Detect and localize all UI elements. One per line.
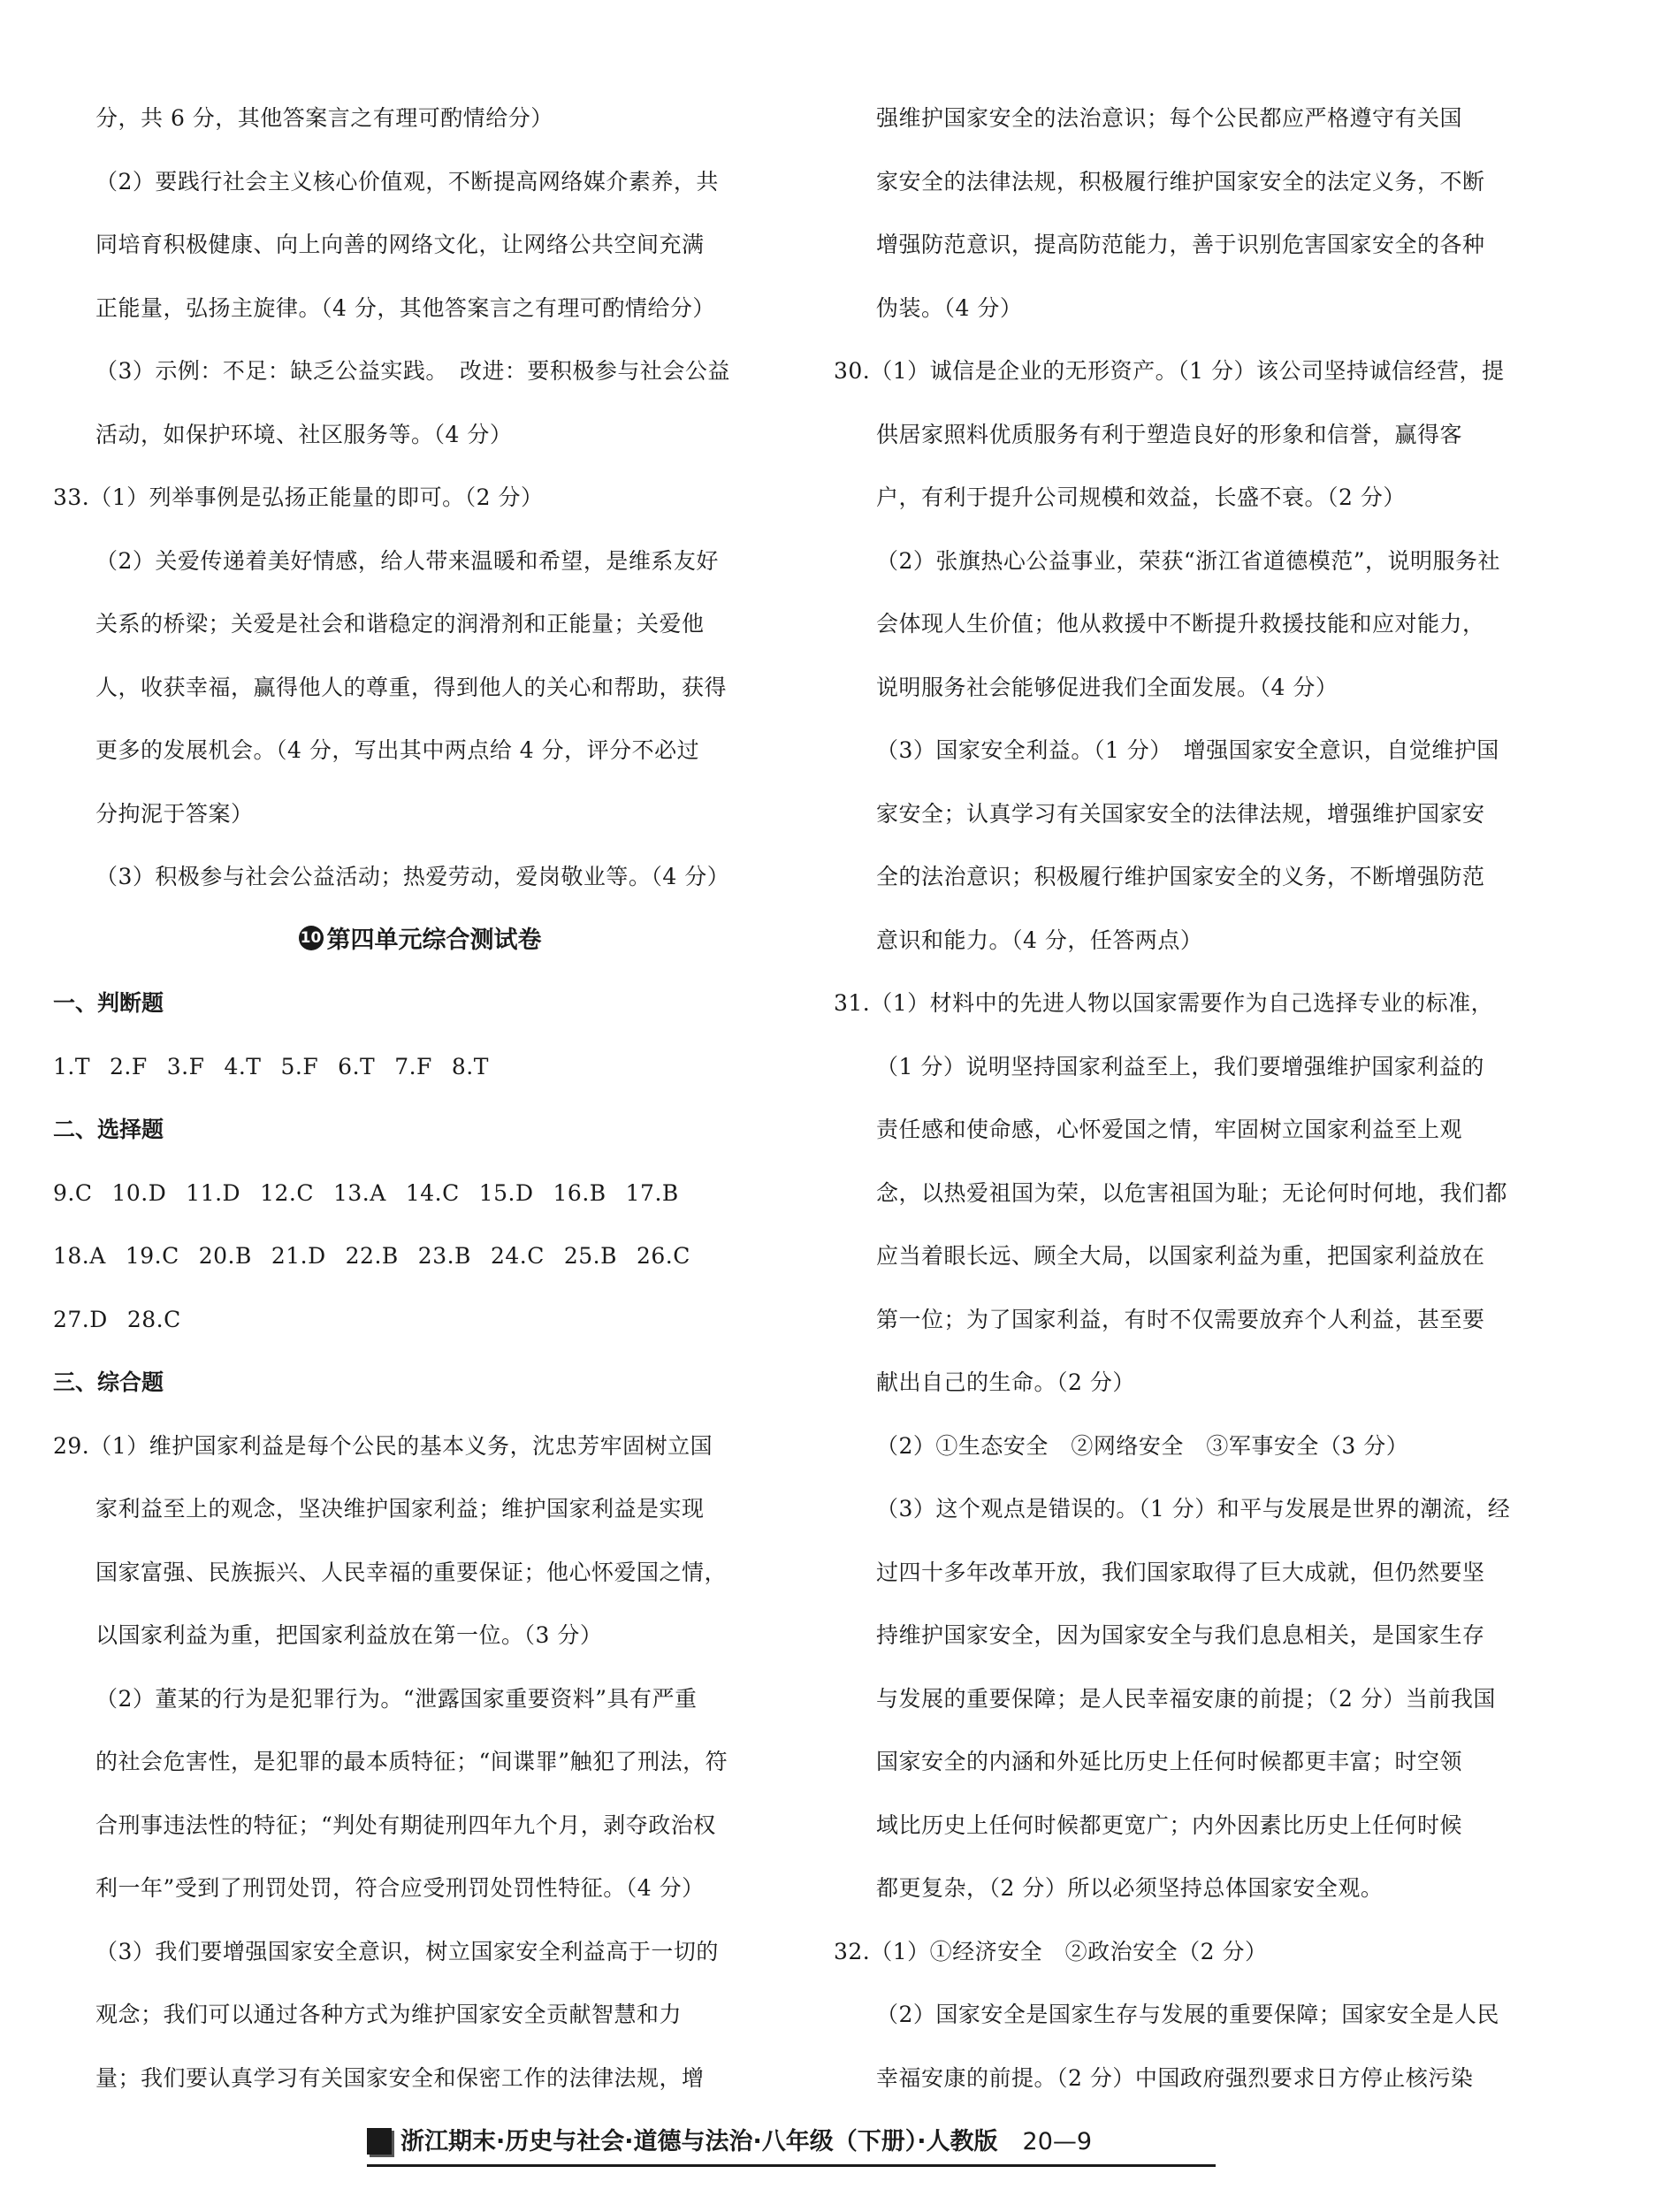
right-text-line: 都更复杂，（2 分）所以必须坚持总体国家安全观。	[876, 1875, 1384, 1901]
answer-item: 5.F	[280, 1053, 319, 1079]
answer-item: 13.A	[333, 1179, 386, 1206]
right-text-line: 户，有利于提升公司规模和效益，长盛不衰。（2 分）	[876, 484, 1406, 510]
left-text-line: 29.（1）维护国家利益是每个公民的基本义务，沈忠芳牢固树立国	[53, 1432, 713, 1459]
left-text-line: 合刑事违法性的特征；“判处有期徒刑四年九个月，剥夺政治权	[95, 1812, 716, 1838]
answer-item: 6.T	[338, 1053, 376, 1079]
section-title-text: 第四单元综合测试卷	[326, 926, 542, 954]
answer-item: 26.C	[636, 1243, 690, 1269]
left-text-line: 观念；我们可以通过各种方式为维护国家安全贡献智慧和力	[95, 2002, 683, 2027]
right-text-line: 强维护国家安全的法治意识；每个公民都应严格遵守有关国	[876, 105, 1463, 131]
answer-item: 23.B	[417, 1243, 471, 1269]
left-text-line: 以国家利益为重，把国家利益放在第一位。（3 分）	[95, 1622, 603, 1648]
answer-item: 24.C	[490, 1243, 545, 1269]
right-text-line: 第一位；为了国家利益，有时不仅需要放弃个人利益，甚至要	[876, 1306, 1485, 1332]
left-text-line: （2）董某的行为是犯罪行为。“泄露国家重要资料”具有严重	[95, 1685, 698, 1712]
right-text-line: 意识和能力。（4 分，任答两点）	[876, 927, 1203, 953]
answer-item: 18.A	[53, 1243, 106, 1269]
left-text-line: 正能量，弘扬主旋律。（4 分，其他答案言之有理可酌情给分）	[95, 294, 715, 321]
right-text-line: 说明服务社会能够促进我们全面发展。（4 分）	[876, 674, 1339, 700]
answer-item: 15.D	[478, 1179, 534, 1206]
answer-item: 8.T	[451, 1053, 489, 1079]
right-text-line: 会体现人生价值；他从救援中不断提升救援技能和应对能力，	[876, 611, 1485, 637]
page-number: 20—9	[1022, 2128, 1093, 2155]
answer-item: 25.B	[563, 1243, 617, 1269]
right-text-line: （3）这个观点是错误的。（1 分）和平与发展是世界的潮流，经	[876, 1496, 1511, 1522]
left-text-line: 的社会危害性，是犯罪的最本质特征；“间谍罪”触犯了刑法，符	[95, 1749, 728, 1774]
footer-title: 浙江期末·历史与社会·道德与法治·八年级（下册）·人教版	[400, 2128, 998, 2155]
right-text-line: 应当着眼长远、顾全大局，以国家利益为重，把国家利益放在	[876, 1243, 1485, 1269]
right-text-line: 国家安全的内涵和外延比历史上任何时候都更丰富；时空领	[876, 1749, 1463, 1774]
answer-item: 1.T	[53, 1053, 91, 1079]
answer-item: 3.F	[166, 1053, 205, 1079]
answer-item: 27.D	[53, 1306, 108, 1332]
answer-item: 21.D	[271, 1243, 326, 1269]
answer-item: 11.D	[186, 1179, 241, 1206]
right-text-line: （2）国家安全是国家生存与发展的重要保障；国家安全是人民	[876, 2002, 1499, 2027]
right-text-line: 31.（1）材料中的先进人物以国家需要作为自己选择专业的标准，	[834, 990, 1494, 1016]
right-text-line: 过四十多年改革开放，我们国家取得了巨大成就，但仍然要坚	[876, 1559, 1485, 1585]
left-text-line: （2）要践行社会主义核心价值观，不断提高网络媒介素养，共	[95, 168, 719, 195]
left-text-line: 量；我们要认真学习有关国家安全和保密工作的法律法规，增	[95, 2064, 705, 2091]
page-footer	[367, 2117, 1216, 2167]
answer-item: 14.C	[405, 1179, 460, 1206]
left-text-line: 分，共 6 分，其他答案言之有理可酌情给分）	[95, 105, 553, 131]
left-bottom-block	[53, 1415, 751, 2110]
right-text-line: 伪装。（4 分）	[876, 294, 1023, 321]
left-text-line: 分拘泥于答案）	[95, 800, 254, 827]
answer-item: 16.B	[553, 1179, 606, 1206]
choice-answers-row-1	[53, 1162, 751, 1225]
right-text-line: 责任感和使命感，心怀爱国之情，牢固树立国家利益至上观	[876, 1117, 1463, 1142]
right-text-line: 供居家照料优质服务有利于塑造良好的形象和信誉，赢得客	[876, 421, 1463, 447]
answer-item: 28.C	[126, 1306, 181, 1332]
right-column	[834, 87, 1541, 2109]
left-text-line: 同培育积极健康、向上向善的网络文化，让网络公共空间充满	[95, 232, 705, 257]
heading-comprehensive: 三、综合题	[53, 1369, 164, 1395]
left-text-line: 人，收获幸福，赢得他人的尊重，得到他人的关心和帮助，获得	[95, 674, 728, 700]
right-text-line: 献出自己的生命。（2 分）	[876, 1369, 1135, 1395]
right-text-line: 与发展的重要保障；是人民幸福安康的前提；（2 分）当前我国	[876, 1685, 1496, 1712]
right-text-line: 32.（1）①经济安全 ②政治安全（2 分）	[834, 1938, 1268, 1964]
section-title	[53, 909, 751, 973]
answer-item: 10.D	[111, 1179, 167, 1206]
left-text-line: （2）关爱传递着美好情感，给人带来温暖和希望，是维系友好	[95, 547, 719, 574]
answer-item: 7.F	[394, 1053, 432, 1079]
right-text-line: （3）国家安全利益。（1 分） 增强国家安全意识，自觉维护国	[876, 737, 1499, 763]
right-text-line: 家安全的法律法规，积极履行维护国家安全的法定义务，不断	[876, 168, 1485, 195]
right-text-line: 持维护国家安全，因为国家安全与我们息息相关，是国家生存	[876, 1622, 1485, 1648]
answer-item: 20.B	[198, 1243, 252, 1269]
answer-item: 17.B	[625, 1179, 679, 1206]
answer-item: 2.F	[110, 1053, 148, 1079]
right-text-line: 增强防范意识，提高防范能力，善于识别危害国家安全的各种	[876, 232, 1485, 257]
heading-judge: 一、判断题	[53, 990, 164, 1016]
section-number-badge: 10	[299, 926, 324, 950]
left-top-block	[53, 87, 751, 909]
footer-mark-icon	[367, 2128, 392, 2155]
left-text-line: 关系的桥梁；关爱是社会和谐稳定的润滑剂和正能量；关爱他	[95, 611, 705, 637]
answer-item: 22.B	[345, 1243, 399, 1269]
right-text-line: （2）①生态安全 ②网络安全 ③军事安全（3 分）	[876, 1432, 1409, 1459]
left-text-line: 国家富强、民族振兴、人民幸福的重要保证；他心怀爱国之情，	[95, 1559, 728, 1585]
left-text-line: （3）我们要增强国家安全意识，树立国家安全利益高于一切的	[95, 1938, 719, 1964]
footer-rule	[367, 2164, 1216, 2167]
choice-answers-row-3	[53, 1288, 751, 1352]
right-text-line: 念，以热爱祖国为荣，以危害祖国为耻；无论何时何地，我们都	[876, 1179, 1508, 1206]
left-text-line: （3）积极参与社会公益活动；热爱劳动，爱岗敬业等。（4 分）	[95, 864, 730, 889]
left-text-line: 33.（1）列举事例是弘扬正能量的即可。（2 分）	[53, 484, 544, 510]
left-text-line: （3）示例：不足：缺乏公益实践。 改进：要积极参与社会公益	[95, 358, 730, 384]
left-text-line: 利一年”受到了刑罚处罚，符合应受刑罚处罚性特征。（4 分）	[95, 1875, 705, 1901]
answer-item: 12.C	[260, 1179, 314, 1206]
right-text-line: 幸福安康的前提。（2 分）中国政府强烈要求日方停止核污染	[876, 2064, 1474, 2091]
right-text-line: 家安全；认真学习有关国家安全的法律法规，增强维护国家安	[876, 800, 1485, 827]
left-text-line: 更多的发展机会。（4 分，写出其中两点给 4 分，评分不必过	[95, 737, 700, 763]
heading-choice: 二、选择题	[53, 1117, 164, 1142]
right-text-line: （1 分）说明坚持国家利益至上，我们要增强维护国家利益的	[876, 1053, 1484, 1079]
choice-answers-row-2	[53, 1224, 751, 1288]
answer-item: 9.C	[53, 1179, 93, 1206]
answer-item: 4.T	[224, 1053, 262, 1079]
judge-answers-row	[53, 1035, 751, 1099]
right-text-line: 全的法治意识；积极履行维护国家安全的义务，不断增强防范	[876, 864, 1485, 889]
right-text-line: （2）张旗热心公益事业，荣获“浙江省道德模范”，说明服务社	[876, 547, 1500, 574]
left-text-line: 活动，如保护环境、社区服务等。（4 分）	[95, 421, 513, 447]
right-text-line: 30.（1）诚信是企业的无形资产。（1 分）该公司坚持诚信经营，提	[834, 358, 1505, 384]
left-column	[53, 87, 751, 2109]
left-text-line: 家利益至上的观念，坚决维护国家利益；维护国家利益是实现	[95, 1496, 705, 1522]
answer-item: 19.C	[125, 1243, 179, 1269]
right-text-line: 域比历史上任何时候都更宽广；内外因素比历史上任何时候	[876, 1812, 1463, 1838]
